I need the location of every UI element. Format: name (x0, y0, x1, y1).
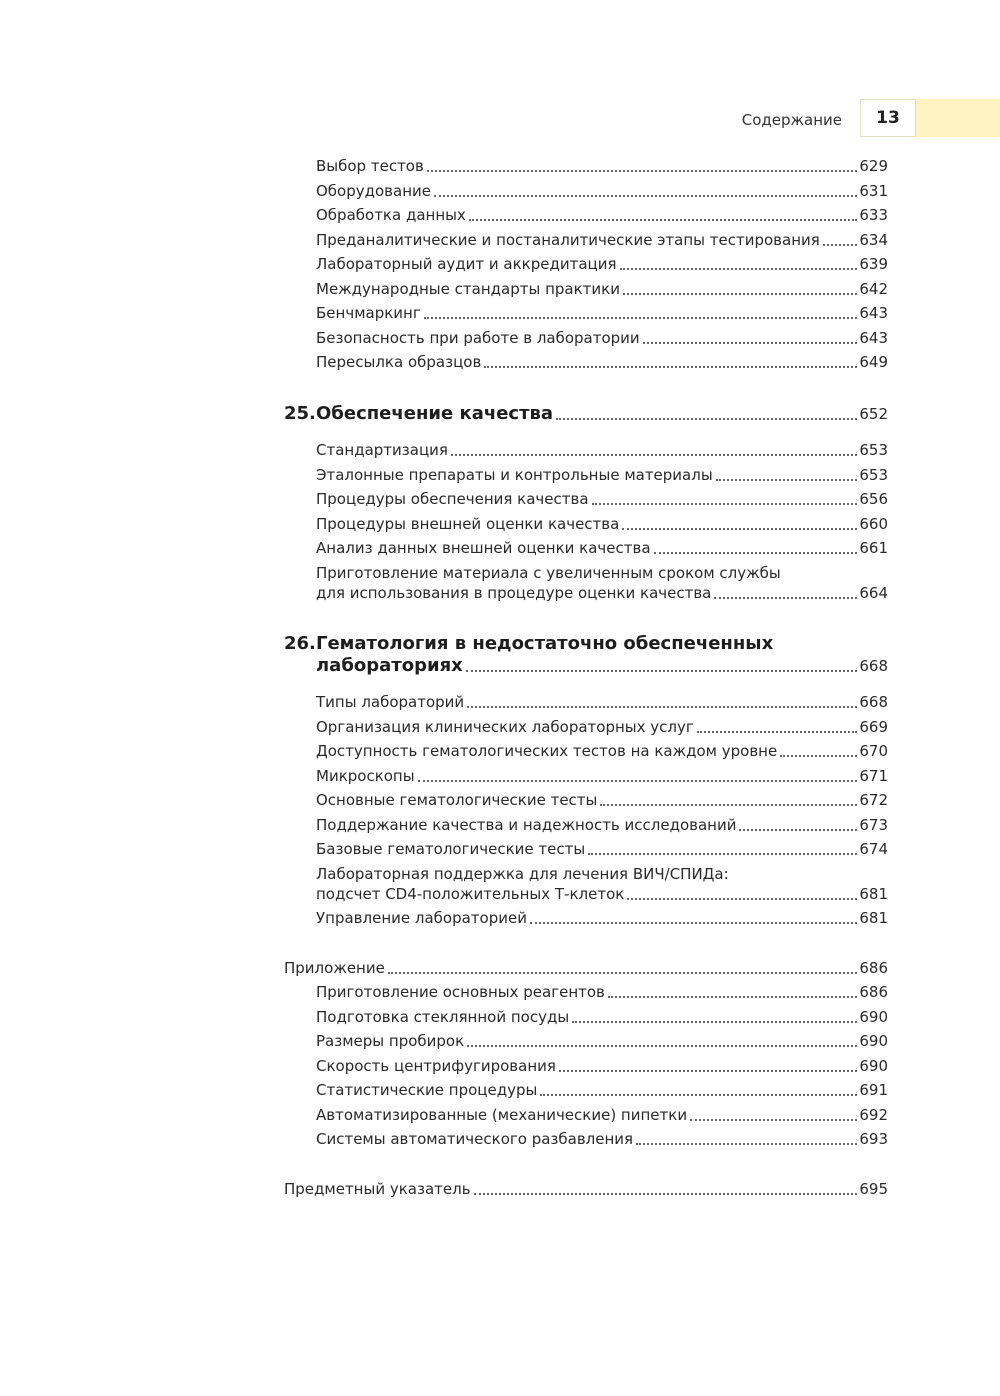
toc-entry-wrapped-line: Приготовление материала с увеличенным сроком службы (316, 564, 781, 582)
toc-entry[interactable]: Безопасность при работе в лаборатории 643 (316, 329, 888, 347)
toc-entry[interactable]: Пересылка образцов 649 (316, 353, 888, 371)
toc-entry[interactable]: Доступность гематологических тестов на каждом уровне 670 (316, 742, 888, 760)
toc-entry[interactable]: Базовые гематологические тесты 674 (316, 840, 888, 858)
toc-entry[interactable]: Оборудование 631 (316, 182, 888, 200)
chapter-title-line1: Гематология в недостаточно обеспеченных (316, 633, 774, 654)
page-number: 13 (876, 108, 900, 128)
chapter-title: Обеспечение качества (316, 403, 554, 424)
running-header-title: Содержание (741, 111, 842, 129)
toc-entry[interactable]: Скорость центрифугирования 690 (316, 1057, 888, 1075)
toc-entry[interactable]: Микроскопы 671 (316, 767, 888, 785)
toc-entry[interactable]: Международные стандарты практики 642 (316, 280, 888, 298)
toc-entry[interactable]: Автоматизированные (механические) пипетки 692 (316, 1106, 888, 1124)
chapter-page: 668 (859, 657, 888, 675)
toc-entry[interactable]: Лабораторный аудит и аккредитация 639 (316, 255, 888, 273)
toc-entry[interactable]: Приготовление основных реагентов 686 (316, 983, 888, 1001)
header-accent-strip (916, 99, 1000, 137)
toc-entry[interactable]: Управление лабораторией 681 (316, 909, 888, 927)
toc-entry[interactable]: Эталонные препараты и контрольные материалы 653 (316, 466, 888, 484)
toc-entry[interactable]: Процедуры внешней оценки качества 660 (316, 515, 888, 533)
toc-entry[interactable]: Выбор тестов 629 (316, 157, 888, 175)
toc-index-entry[interactable]: Предметный указатель 695 (284, 1180, 888, 1198)
toc-entry[interactable]: Системы автоматического разбавления 693 (316, 1130, 888, 1148)
toc-entry[interactable]: Стандартизация 653 (316, 441, 888, 459)
toc-entry[interactable]: Основные гематологические тесты 672 (316, 791, 888, 809)
page-number-box (860, 99, 916, 137)
chapter-page: 652 (859, 405, 888, 423)
toc-entry[interactable]: Процедуры обеспечения качества 656 (316, 490, 888, 508)
chapter-number: 26. (284, 633, 316, 654)
chapter-title-line2: лабораториях (316, 655, 463, 676)
toc-entry[interactable]: Подготовка стеклянной посуды 690 (316, 1008, 888, 1026)
toc-entry[interactable]: Бенчмаркинг 643 (316, 304, 888, 322)
toc-entry[interactable]: подсчет CD4-положительных Т-клеток 681 (316, 885, 888, 903)
toc-entry[interactable]: Обработка данных 633 (316, 206, 888, 224)
toc-entry[interactable]: Размеры пробирок 690 (316, 1032, 888, 1050)
toc-entry-wrapped-line: Лабораторная поддержка для лечения ВИЧ/СПИДа: (316, 865, 729, 883)
toc-entry[interactable]: для использования в процедуре оценки качества 664 (316, 584, 888, 602)
chapter-number: 25. (284, 403, 316, 424)
chapter-heading-26[interactable] (284, 633, 888, 677)
toc-entry[interactable]: Статистические процедуры 691 (316, 1081, 888, 1099)
toc-appendix-heading[interactable]: Приложение 686 (284, 959, 888, 977)
toc-entry[interactable]: Анализ данных внешней оценки качества 661 (316, 539, 888, 557)
toc-entry[interactable]: Преданалитические и постаналитические этапы тестирования 634 (316, 231, 888, 249)
chapter-heading-25[interactable] (284, 403, 888, 425)
toc-entry[interactable]: Поддержание качества и надежность исследований 673 (316, 816, 888, 834)
toc-entry[interactable]: Типы лабораторий 668 (316, 693, 888, 711)
toc-entry[interactable]: Организация клинических лабораторных услуг 669 (316, 718, 888, 736)
